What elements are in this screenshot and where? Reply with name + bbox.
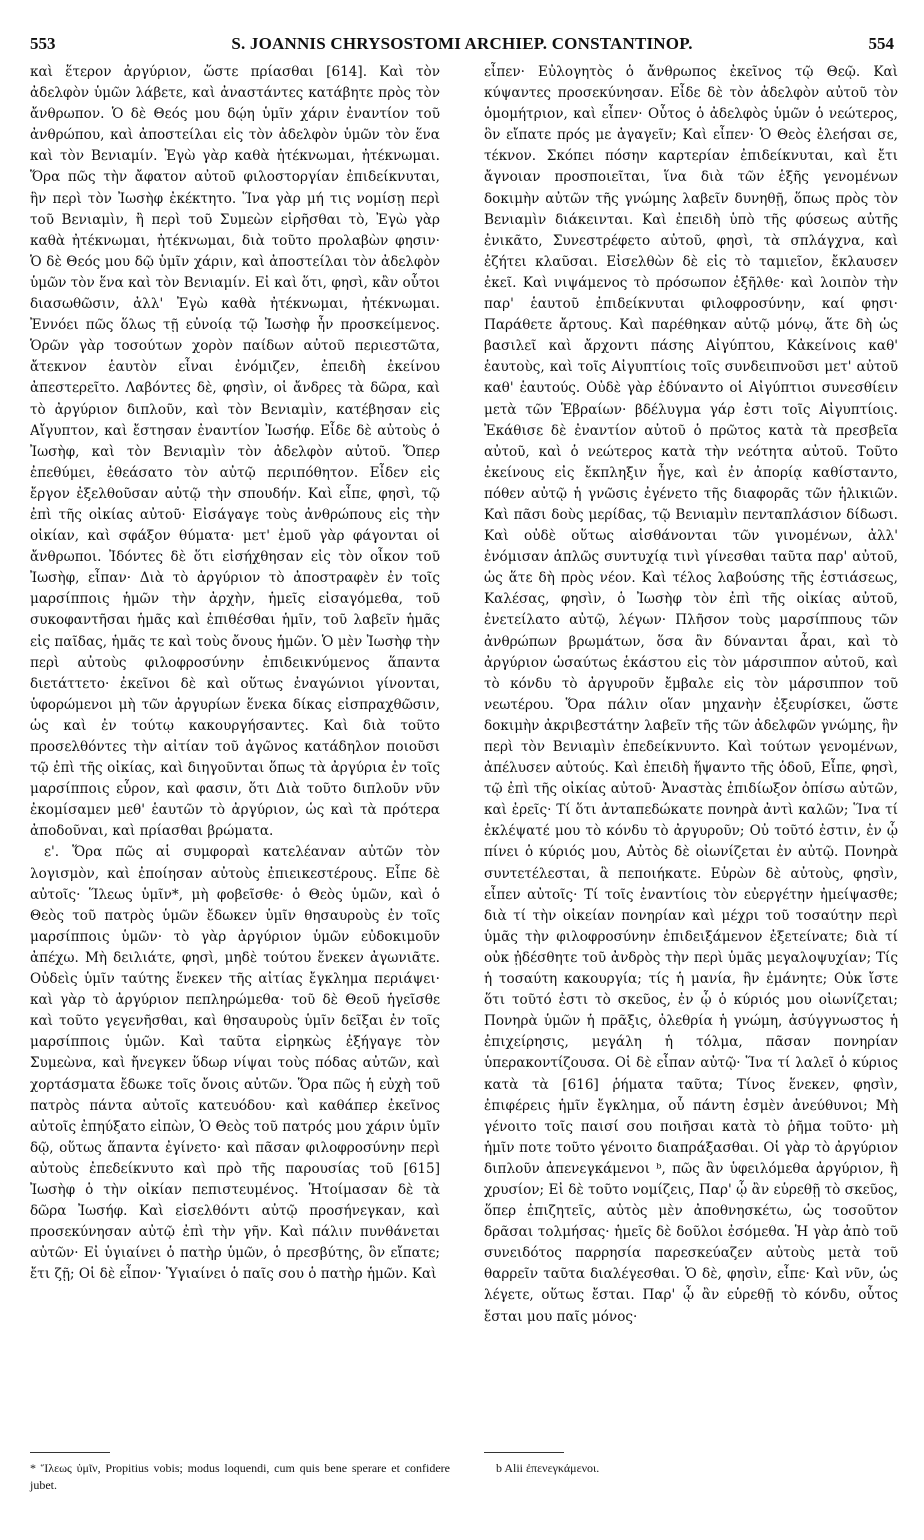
left-paragraph-2: ε'. Ὅρα πῶς αἱ συμφοραὶ κατελέαναν αὐτῶν τὸν λογισμὸν, καὶ ἐποίησαν αὐτοὺς ἐπιεικεστέρους. Εἶπε δὲ αὐτοῖς· Ἵλεως ὑμῖν*, μὴ φοβεῖσθε· ὁ Θεὸς ὑμῶν, καὶ ὁ Θεὸς τοῦ πατρὸς ὑμῶν ἔδωκεν ὑμῖν θησαυροὺς ἐν τοῖς μαρσίπποις ὑμῶν· τὸ γὰρ ἀργύριον ὑμῶν εὐδοκιμοῦν ἀπέχω. Μὴ δειλιάτε, φησὶ, μηδὲ τούτου ἕνεκεν ἀγωνιᾶτε. Οὐδεὶς ὑμῖν ταύτης ἕνεκεν τῆς αἰτίας ἔγκλημα περιάψει· καὶ γὰρ τὸ ἀργύριον πεπληρώμεθα· τοῦ δὲ Θεοῦ ἡγεῖσθε καὶ τοῦτο γεγενῆσθαι, καὶ θησαυροὺς ὑμῖν δεῖξαι ἐν τοῖς μαρσίπποις ὑμῶν. Καὶ ταῦτα εἰρηκὼς ἐξήγαγε τὸν Συμεὼνα, καὶ ἤνεγκεν ὕδωρ νίψαι τοὺς πόδας αὐτῶν, καὶ χορτάσματα ἔδωκε τοῖς ὄνοις αὐτῶν. Ὅρα πῶς ἡ εὐχὴ τοῦ πατρὸς πάντα αὐτοῖς κατευόδου· καὶ καθάπερ ἐκεῖνος αὐτοῖς ἐπηύξατο εἰπὼν, Ὁ Θεὸς τοῦ πατρός μου χάριν ὑμῖν δῷ, οὕτως ἅπαντα ἐγίνετο· καὶ πᾶσαν φιλοφροσύνην περὶ αὐτοὺς ἐπεδείκνυτο καὶ πρὸ τῆς παρουσίας τοῦ [615] Ἰωσὴφ ὁ τὴν οἰκίαν πεπιστευμένος. Ἡτοίμασαν δὲ τὰ δῶρα Ἰωσήφ. Καὶ εἰσελθόντι αὐτῷ προσήνεγκαν, καὶ προσεκύνησαν αὐτῷ ἐπὶ τὴν γῆν. Καὶ πάλιν πυνθάνεται αὐτῶν· Εἰ ὑγιαίνει ὁ πατὴρ ὑμῶν, ὁ πρεσβύτης, ὃν εἴπατε; ἔτι ζῇ; Οἱ δὲ εἶπον· Ὑγιαίνει ὁ παῖς σου ὁ πατὴρ ἡμῶν. Καὶ [30, 844, 440, 1283]
footnote-rule-left [30, 1452, 110, 1453]
right-paragraph-1: εἶπεν· Εὐλογητὸς ὁ ἄνθρωπος ἐκεῖνος τῷ Θεῷ. Καὶ κύψαντες προσεκύνησαν. Εἶδε δὲ τὸν ἀδελφὸν αὐτοῦ τὸν ὁμομήτριον, καὶ εἶπεν· Οὗτος ὁ ἀδελφὸς ὑμῶν ὁ νεώτερος, ὃν εἴπατε πρός με ἀγαγεῖν; Καὶ εἶπεν· Ὁ Θεὸς ἐλεήσαι σε, τέκνον. Σκόπει πόσην καρτερίαν ἐπιδείκνυται, καὶ ἔτι ἄγνοιαν προσποιεῖται, ἵνα διὰ τῶν ἑξῆς γενομένων δοκιμὴν αὐτῶν τῆς γνώμης λαβεῖν δυνηθῇ, ὅπως πρὸς τὸν Βενιαμὶν διάκεινται. Καὶ ἐπειδὴ ὑπὸ τῆς φύσεως αὐτῆς ἐνικᾶτο, Συνεστρέφετο αὐτοῦ, φησὶ, τὰ σπλάγχνα, καὶ ἐζήτει κλαῦσαι. Εἰσελθὼν δὲ εἰς τὸ ταμιεῖον, ἔκλαυσεν ἐκεῖ. Καὶ νιψάμενος τὸ πρόσωπον ἐξῆλθε· καὶ λοιπὸν τὴν παρ' ἑαυτοῦ ἐπιδείκνυται φιλοφροσύνην, καί φησι· Παράθετε ἄρτους. Καὶ παρέθηκαν αὐτῷ μόνῳ, ἅτε δὴ ὡς βασιλεῖ καὶ ἄρχοντι πάσης Αἰγύπτου, Κἀκείνοις καθ' ἑαυτοὺς, καὶ τοῖς Αἰγυπτίοις τοῖς συνδειπνοῦσι μετ' αὐτοῦ καθ' ἑαυτούς. Οὐδὲ γὰρ ἐδύναντο οἱ Αἰγύπτιοι συνεσθίειν μετὰ τῶν Ἑβραίων· βδέλυγμα γάρ ἐστι τοῖς Αἰγυπτίοις. Ἐκάθισε δὲ ἐναντίον αὐτοῦ ὁ πρῶτος κατὰ τὰ πρεσβεῖα αὐτοῦ, καὶ ὁ νεώτερος κατὰ τὴν νεότητα αὐτοῦ. Τοῦτο ἐκείνους εἰς ἔκπληξιν ἦγε, καὶ ἐν ἀπορίᾳ καθίσταντο, πόθεν αὐτῷ ἡ γνῶσις ἐγένετο τῆς διαφορᾶς τῶν ἡλικιῶν. Καὶ πᾶσι δοὺς μερίδας, τῷ Βενιαμὶν πενταπλάσιον δίδωσι. Καὶ οὐδὲ οὕτως αἰσθάνονται τῶν γινομένων, ἀλλ' ἐνόμισαν ἁπλῶς συντυχίᾳ τινὶ γίνεσθαι ταῦτα παρ' αὐτοῦ, ὡς ἅτε δὴ πρὸς νέον. Καὶ τέλος λαβούσης τῆς ἑστιάσεως, Καλέσας, φησὶν, ὁ Ἰωσὴφ τὸν ἐπὶ τῆς οἰκίας αὐτοῦ, ἐνετείλατο αὐτῷ, λέγων· Πλῆσον τοὺς μαρσίππους τῶν ἀνθρώπων βρωμάτων, ὅσα ἂν δύνανται ἆραι, καὶ τὸ ἀργύριον ὡσαύτως ἑκάστου εἰς τὸν μάρσιππον αὐτοῦ, καὶ τὸ κόνδυ τὸ ἀργυροῦν ἔμβαλε εἰς τὸν μάρσιππον τοῦ νεωτέρου. Ὅρα πάλιν οἵαν μηχανὴν ἐξευρίσκει, ὥστε δοκιμὴν ἀκριβεστάτην λαβεῖν τῆς τῶν ἀδελφῶν γνώμης, ἣν περὶ τὸν Βενιαμὶν ἐπεδείκνυντο. Καὶ τούτων γενομένων, ἀπέλυσεν αὐτούς. Καὶ ἐπειδὴ ἥψαντο τῆς ὁδοῦ, Εἶπε, φησὶ, τῷ ἐπὶ τῆς οἰκίας αὐτοῦ· Ἀναστὰς ἐπιδίωξον ὀπίσω αὐτῶν, καὶ ἐρεῖς· Τί ὅτι ἀνταπεδώκατε πονηρὰ ἀντὶ καλῶν; Ἵνα τί ἐκλέψατέ μου τὸ κόνδυ τὸ ἀργυροῦν; Οὐ τοῦτό ἐστιν, ἐν ᾧ πίνει ὁ κύριός μου, Αὐτὸς δὲ οἰωνίζεται ἐν αὐτῷ. Πονηρὰ συντετέλεσται, ἃ πεποιήκατε. Εὑρὼν δὲ αὐτοὺς, φησὶν, εἶπεν αὐτοῖς· Τί τοῖς ἐναντίοις τὸν εὐεργέτην ἠμείψασθε; διὰ τί τὴν οἰκείαν πονηρίαν καὶ μέχρι τοῦ τοσαύτην περὶ ὑμᾶς τὴν φιλοφροσύνην ἐπιδειξάμενον ἐξετείνατε; διὰ τί οὐκ ᾐδέσθητε τοῦ ἀνδρὸς τὴν περὶ ὑμᾶς μεγαλοψυχίαν; Τίς ἡ τοσαύτη κακουργία; τίς ἡ μανία, ἣν ἐμάνητε; Οὐκ ἴστε ὅτι τοῦτό ἐστι τὸ σκεῦος, ἐν ᾧ ὁ κύριός μου οἰωνίζεται; Πονηρὰ ὑμῶν ἡ πρᾶξις, ὀλεθρία ἡ γνώμη, ἀσύγγνωστος ἡ ἐπιχείρησις, μεγάλη ἡ τόλμα, πᾶσαν πονηρίαν ὑπερακοντίζουσα. Οἱ δὲ εἶπαν αὐτῷ· Ἵνα τί λαλεῖ ὁ κύριος κατὰ τὰ [616] ῥήματα ταῦτα; Τίνος ἕνεκεν, φησὶν, ἐπιφέρεις ἡμῖν ἔγκλημα, οὗ πάντη ἐσμὲν ἀνεύθυνοι; Μὴ γένοιτο τοῖς παισί σου ποιῆσαι κατὰ τὸ ῥῆμα τοῦτο· μὴ ἡμῖν ποτε τοῦτο γένοιτο διαπράξασθαι. Οἱ γὰρ τὸ ἀργύριον διπλοῦν ἀπενεγκάμενοι ᵇ, πῶς ἂν ὑφειλόμεθα ἀργύριον, ἢ χρυσίον; Εἰ δὲ τοῦτο νομίζεις, Παρ' ᾧ ἂν εὑρεθῇ τὸ σκεῦος, ὅπερ ἐπιζητεῖς, αὐτὸς μὲν ἀποθνησκέτω, ὡς τοσοῦτον δρᾶσαι τολμήσας· ἡμεῖς δὲ δοῦλοι ἐσόμεθα. Ἡ γὰρ ἀπὸ τοῦ συνειδότος παρρησία παρεσκεύαζεν αὐτοὺς μετὰ τοῦ θαρρεῖν ταῦτα διαλέγεσθαι. Ὁ δὲ, φησὶν, εἶπε· Καὶ νῦν, ὡς λέγετε, οὕτως ἔσται. Παρ' ᾧ ἂν εὑρεθῇ τὸ κόνδυ, οὗτος ἔσται μου παῖς μόνος· [484, 64, 898, 1325]
footnote-right: b Alii ἐπενεγκάμενοι. [496, 1461, 600, 1475]
footnote-left: * Ἵλεως ὑμῖν, Propitius vobis; modus loquendi, cum quis bene sperare et confidere jubet. [30, 1461, 450, 1492]
left-paragraph-1: καὶ ἕτερον ἀργύριον, ὥστε πρίασθαι [614]. Καὶ τὸν ἀδελφὸν ὑμῶν λάβετε, καὶ ἀναστάντες κατάβητε πρὸς τὸν ἄνθρωπον. Ὁ δὲ Θεός μου δῴη ὑμῖν χάριν ἐναντίον τοῦ ἀνθρώπου, καὶ ἀποστείλαι εἰς τὸν ἀδελφὸν ὑμῶν τὸν ἕνα καὶ τὸν Βενιαμίν. Ἐγὼ γὰρ καθὰ ἠτέκνωμαι, ἠτέκνωμαι. Ὅρα πῶς τὴν ἄφατον αὐτοῦ φιλοστοργίαν ἐπιδείκνυται, ἣν περὶ τὸν Ἰωσὴφ ἐκέκτητο. Ἵνα γὰρ μή τις νομίσῃ περὶ τοῦ Βενιαμὶν, ἢ περὶ τοῦ Συμεὼν εἰρῆσθαι τὸ, Ἐγὼ γὰρ καθὰ ἠτέκνωμαι, ἠτέκνωμαι, διὰ τοῦτο προλαβὼν φησιν· Ὁ δὲ Θεός μου δῷ ὑμῖν χάριν, καὶ ἀποστείλαι τὸν ἀδελφὸν ὑμῶν τὸν ἕνα καὶ τὸν Βενιαμίν. Εἰ καὶ ὅτι, φησὶ, κἂν οὗτοι διασωθῶσιν, ἀλλ' Ἐγὼ καθὰ ἠτέκνωμαι, ἠτέκνωμαι. Ἐννόει πῶς ὅλως τῇ εὐνοίᾳ τῷ Ἰωσὴφ ἦν προσκείμενος. Ὁρῶν γὰρ τοσούτων χορὸν παίδων αὐτοῦ περιεστῶτα, ἄτεκνον ἑαυτὸν εἶναι ἐνόμιζεν, ἐπειδὴ ἐκείνου ἀπεστερεῖτο. Λαβόντες δὲ, φησὶν, οἱ ἄνδρες τὰ δῶρα, καὶ τὸ ἀργύριον διπλοῦν, καὶ τὸν Βενιαμὶν, κατέβησαν εἰς Αἴγυπτον, καὶ ἔστησαν ἐναντίον Ἰωσήφ. Εἶδε δὲ αὐτοὺς ὁ Ἰωσὴφ, καὶ τὸν Βενιαμὶν τὸν ἀδελφὸν αὐτοῦ. Ὅπερ ἐπεθύμει, ἐθεάσατο τὸν αὐτῷ περιπόθητον. Εἶδεν εἰς ἔργον ἐξελθοῦσαν αὐτῷ τὴν σπουδήν. Καὶ εἶπε, φησὶ, τῷ ἐπὶ τῆς οἰκίας αὐτοῦ· Εἰσάγαγε τοὺς ἀνθρώπους εἰς τὴν οἰκίαν, καὶ σφάξον θύματα· μετ' ἐμοῦ γὰρ φάγονται οἱ ἄνθρωποι. Ἰδόντες δὲ ὅτι εἰσήχθησαν εἰς τὸν οἶκον τοῦ Ἰωσὴφ, εἶπαν· Διὰ τὸ ἀργύριον τὸ ἀποστραφὲν ἐν τοῖς μαρσίπποις ἡμῶν τὴν ἀρχὴν, ἡμεῖς εἰσαγόμεθα, τοῦ συκοφαντῆσαι ἡμᾶς καὶ ἐπιθέσθαι ἡμῖν, τοῦ λαβεῖν ἡμᾶς εἰς παῖδας, ἡμᾶς τε καὶ τοὺς ὄνους ἡμῶν. Ὁ μὲν Ἰωσὴφ τὴν περὶ αὐτοὺς φιλοφροσύνην ἐπιδεικνύμενος ἅπαντα διετάττετο· ἐκεῖνοι δὲ καὶ οὕτως ἐναγώνιοι γίνονται, ὑφορώμενοι μὴ τῶν ἀργυρίων ἕνεκα δίκας εἰσπραχθῶσιν, ὡς καὶ ἐν τούτῳ κακουργήσαντες. Καὶ διὰ τοῦτο προσελθόντες τὴν αἰτίαν τοῦ ἀγῶνος κατάδηλον ποιοῦσι τῷ ἐπὶ τῆς οἰκίας, καὶ διηγοῦνται ὅπως τὰ ἀργύρια ἐν τοῖς μαρσίπποις εὗρον, καὶ φασιν, ὅτι Διὰ τοῦτο διπλοῦν νῦν ἐκομίσαμεν μεθ' ἑαυτῶν τὸ ἀργύριον, ὡς καὶ τὰ πρότερα ἀποδοῦναι, καὶ πρίασθαι βρώματα. [30, 64, 440, 840]
left-column [30, 62, 440, 1452]
footnote-rule-right [484, 1452, 564, 1453]
right-column [484, 62, 898, 1452]
running-title: S. JOANNIS CHRYSOSTOMI ARCHIEP. CONSTANTINOP. [231, 34, 693, 53]
running-header [30, 28, 894, 58]
page-number-left: 553 [30, 34, 56, 53]
page-number-right: 554 [868, 34, 894, 53]
